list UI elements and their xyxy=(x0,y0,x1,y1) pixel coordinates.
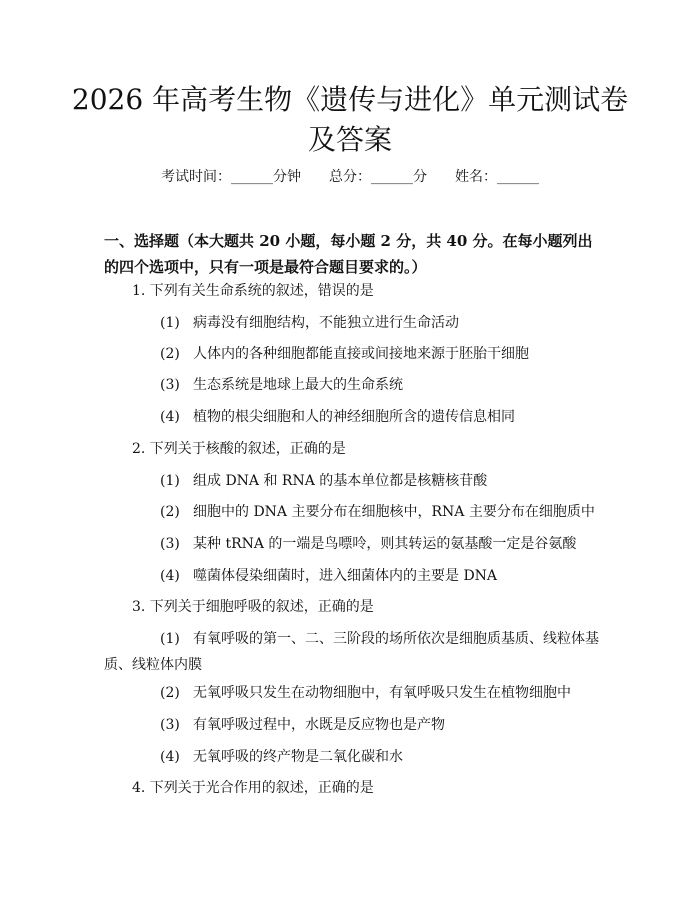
option-number: (1) xyxy=(160,631,180,647)
option-number: (1) xyxy=(160,315,180,331)
title-line-2: 及答案 xyxy=(307,123,392,156)
option-number: (2) xyxy=(160,346,180,362)
option-text: 某种 tRNA 的一端是鸟嘌呤，则其转运的氨基酸一定是谷氨酸 xyxy=(193,536,577,552)
option-number: (3) xyxy=(160,536,180,552)
question-option xyxy=(160,747,403,767)
option-text: 组成 DNA 和 RNA 的基本单位都是核糖核苷酸 xyxy=(193,473,488,489)
question-stem: 3. 下列关于细胞呼吸的叙述，正确的是 xyxy=(132,599,374,615)
question-stem: 4. 下列关于光合作用的叙述，正确的是 xyxy=(132,780,374,796)
option-number: (3) xyxy=(160,717,180,733)
exam-title xyxy=(60,80,640,160)
option-text: 植物的根尖细胞和人的神经细胞所含的遗传信息相同 xyxy=(193,409,515,425)
question-option xyxy=(160,313,459,333)
option-text: 噬菌体侵染细菌时，进入细菌体内的主要是 DNA xyxy=(193,568,498,584)
option-text: 病毒没有细胞结构，不能独立进行生命活动 xyxy=(193,315,459,331)
option-number: (2) xyxy=(160,685,180,701)
question-option xyxy=(160,683,571,703)
option-text: 有氧呼吸的第一、二、三阶段的场所依次是细胞质基质、线粒体基质、线粒体内膜 xyxy=(104,631,599,673)
option-text: 生态系统是地球上最大的生命系统 xyxy=(193,377,403,393)
option-number: (4) xyxy=(160,749,180,765)
student-name-field: 姓名：______ xyxy=(455,169,539,185)
question-stem: 2. 下列关于核酸的叙述，正确的是 xyxy=(132,441,346,457)
option-number: (1) xyxy=(160,473,180,489)
question-option xyxy=(160,407,515,427)
option-text: 细胞中的 DNA 主要分布在细胞核中，RNA 主要分布在细胞质中 xyxy=(193,504,595,520)
option-number: (4) xyxy=(160,568,180,584)
question-option xyxy=(160,566,497,586)
option-number: (4) xyxy=(160,409,180,425)
option-number: (3) xyxy=(160,377,180,393)
question-option xyxy=(160,375,403,395)
total-score-field: 总分：______分 xyxy=(329,169,427,185)
option-text: 无氧呼吸只发生在动物细胞中，有氧呼吸只发生在植物细胞中 xyxy=(193,685,571,701)
question-option xyxy=(160,344,529,364)
option-text: 有氧呼吸过程中，水既是反应物也是产物 xyxy=(193,717,445,733)
question-option xyxy=(160,502,595,522)
title-line-1: 2026 年高考生物《遗传与进化》单元测试卷 xyxy=(71,83,629,116)
section-heading-choice: 一、选择题（本大题共 20 小题，每小题 2 分，共 40 分。在每小题列出的四个选项中，只有一项是最符合题目要求的。） xyxy=(104,232,593,276)
question-option xyxy=(160,471,487,491)
exam-time-field: 考试时间：______分钟 xyxy=(161,169,301,185)
question-option xyxy=(160,715,445,735)
option-text: 无氧呼吸的终产物是二氧化碳和水 xyxy=(193,749,403,765)
exam-meta xyxy=(0,167,700,187)
option-number: (2) xyxy=(160,504,180,520)
question-option xyxy=(104,626,604,678)
question-stem: 1. 下列有关生命系统的叙述，错误的是 xyxy=(132,283,374,299)
question-option xyxy=(160,534,576,554)
option-text: 人体内的各种细胞都能直接或间接地来源于胚胎干细胞 xyxy=(193,346,529,362)
